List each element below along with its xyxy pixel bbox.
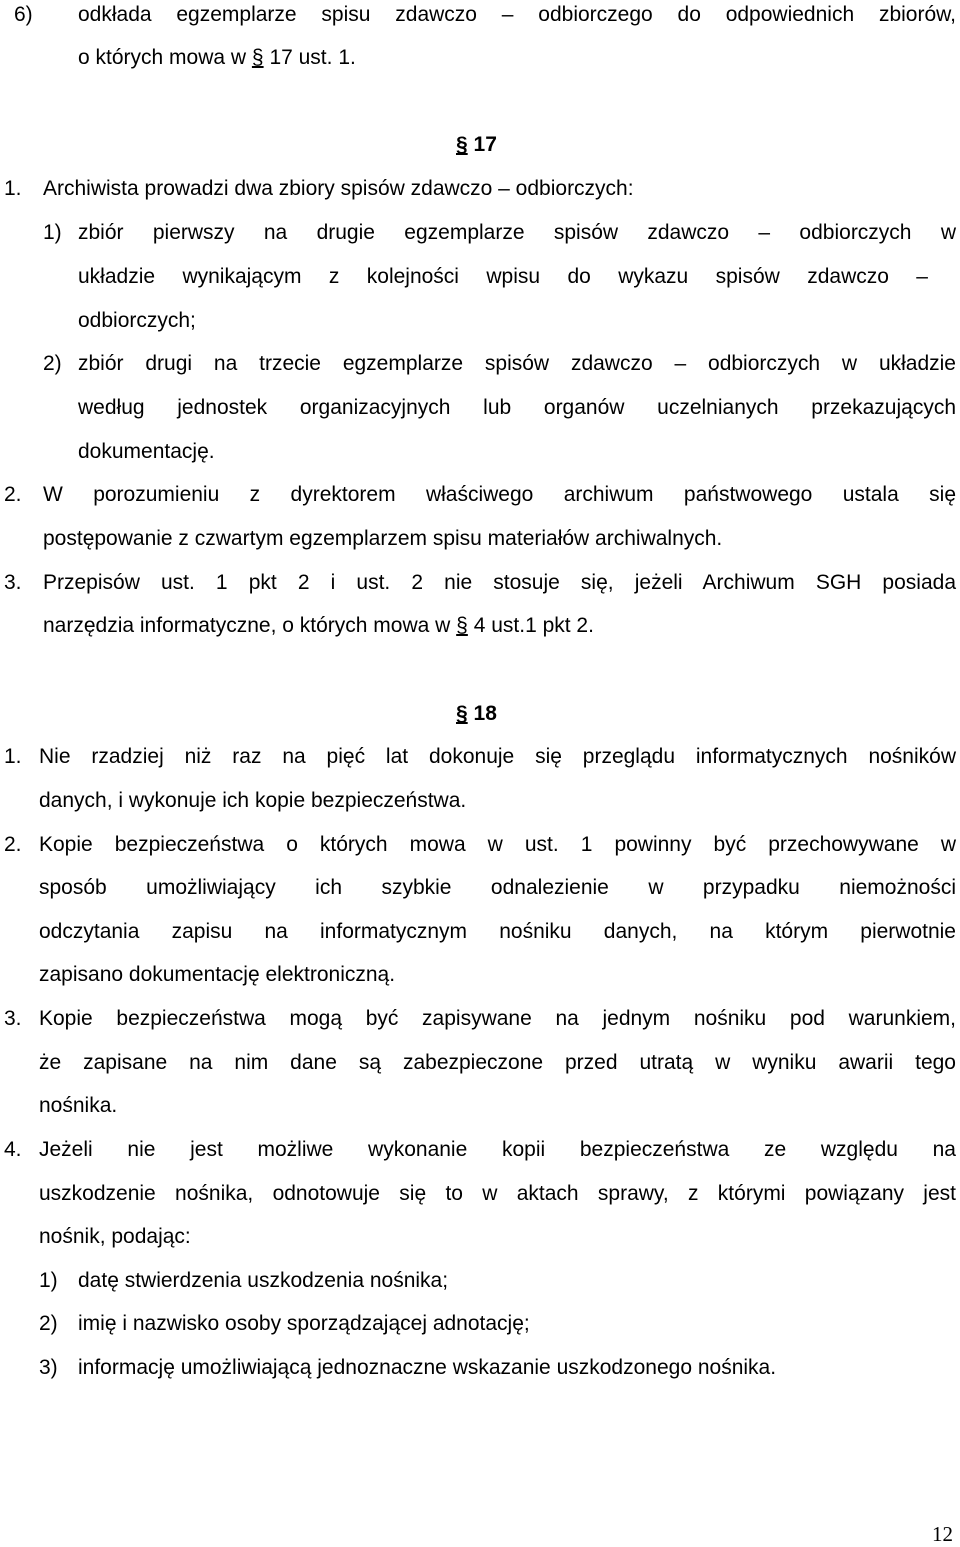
list-number: 1. bbox=[4, 177, 22, 200]
section-heading: § 17 bbox=[456, 133, 497, 156]
paragraph-line: Archiwista prowadzi dwa zbiory spisów zdawczo – odbiorczych: bbox=[43, 177, 634, 200]
list-number: 1) bbox=[43, 221, 62, 244]
paragraph-line: danych, i wykonuje ich kopie bezpieczeństwa. bbox=[39, 789, 467, 812]
list-number: 4. bbox=[4, 1138, 22, 1161]
paragraph-line: o których mowa w § 17 ust. 1. bbox=[78, 46, 356, 69]
paragraph-line: odczytania zapisu na informatycznym nośniku danych, na którym pierwotnie bbox=[39, 920, 956, 943]
page-number: 12 bbox=[932, 1522, 953, 1546]
paragraph-line: W porozumieniu z dyrektorem właściwego archiwum państwowego ustala się bbox=[43, 483, 956, 506]
paragraph-line: nośnika. bbox=[39, 1094, 118, 1117]
paragraph-line: odkłada egzemplarze spisu zdawczo – odbiorczego do odpowiednich zbiorów, bbox=[78, 3, 956, 26]
list-number: 2) bbox=[43, 352, 62, 375]
section-sign-icon: § bbox=[456, 614, 468, 637]
list-number: 2) bbox=[39, 1312, 58, 1335]
paragraph-line: narzędzia informatyczne, o których mowa w § 4 ust.1 pkt 2. bbox=[43, 614, 594, 637]
paragraph-line: zapisano dokumentację elektroniczną. bbox=[39, 963, 396, 986]
paragraph-line: zbiór pierwszy na drugie egzemplarze spisów zdawczo – odbiorczych w bbox=[78, 221, 956, 244]
paragraph-line: odbiorczych; bbox=[78, 309, 196, 332]
paragraph-line: według jednostek organizacyjnych lub organów uczelnianych przekazujących bbox=[78, 396, 956, 419]
paragraph-line: Kopie bezpieczeństwa mogą być zapisywane na jednym nośniku pod warunkiem, bbox=[39, 1007, 956, 1030]
list-number: 6) bbox=[14, 3, 33, 26]
section-sign-icon: § bbox=[251, 46, 264, 69]
paragraph-line: postępowanie z czwartym egzemplarzem spisu materiałów archiwalnych. bbox=[43, 527, 723, 550]
paragraph-line: imię i nazwisko osoby sporządzającej adnotację; bbox=[78, 1312, 530, 1335]
section-heading: § 18 bbox=[456, 702, 497, 725]
paragraph-line: dokumentację. bbox=[78, 440, 215, 463]
list-number: 3) bbox=[39, 1356, 58, 1379]
paragraph-line: Kopie bezpieczeństwa o których mowa w ust. 1 powinny być przechowywane w bbox=[39, 833, 956, 856]
paragraph-line: uszkodzenie nośnika, odnotowuje się to w aktach sprawy, z którymi powiązany jest bbox=[39, 1182, 956, 1205]
list-number: 2. bbox=[4, 483, 22, 506]
paragraph-line: Nie rzadziej niż raz na pięć lat dokonuje się przeglądu informatycznych nośników bbox=[39, 745, 956, 768]
paragraph-line: nośnik, podając: bbox=[39, 1225, 191, 1248]
paragraph-line: układzie wynikającym z kolejności wpisu do wykazu spisów zdawczo – bbox=[78, 265, 928, 288]
section-sign-icon: § bbox=[456, 702, 468, 725]
list-number: 1. bbox=[4, 745, 22, 768]
paragraph-line: Przepisów ust. 1 pkt 2 i ust. 2 nie stosuje się, jeżeli Archiwum SGH posiada bbox=[43, 571, 956, 594]
paragraph-line: zbiór drugi na trzecie egzemplarze spisów zdawczo – odbiorczych w układzie bbox=[78, 352, 956, 375]
list-number: 1) bbox=[39, 1269, 58, 1292]
section-sign-icon: § bbox=[456, 133, 468, 156]
list-number: 3. bbox=[4, 571, 22, 594]
paragraph-line: że zapisane na nim dane są zabezpieczone przed utratą w wyniku awarii tego bbox=[39, 1051, 956, 1074]
paragraph-line: sposób umożliwiający ich szybkie odnalezienie w przypadku niemożności bbox=[39, 876, 956, 899]
paragraph-line: datę stwierdzenia uszkodzenia nośnika; bbox=[78, 1269, 449, 1292]
paragraph-line: informację umożliwiającą jednoznaczne wskazanie uszkodzonego nośnika. bbox=[78, 1356, 777, 1379]
paragraph-line: Jeżeli nie jest możliwe wykonanie kopii bezpieczeństwa ze względu na bbox=[39, 1138, 956, 1161]
list-number: 3. bbox=[4, 1007, 22, 1030]
list-number: 2. bbox=[4, 833, 22, 856]
